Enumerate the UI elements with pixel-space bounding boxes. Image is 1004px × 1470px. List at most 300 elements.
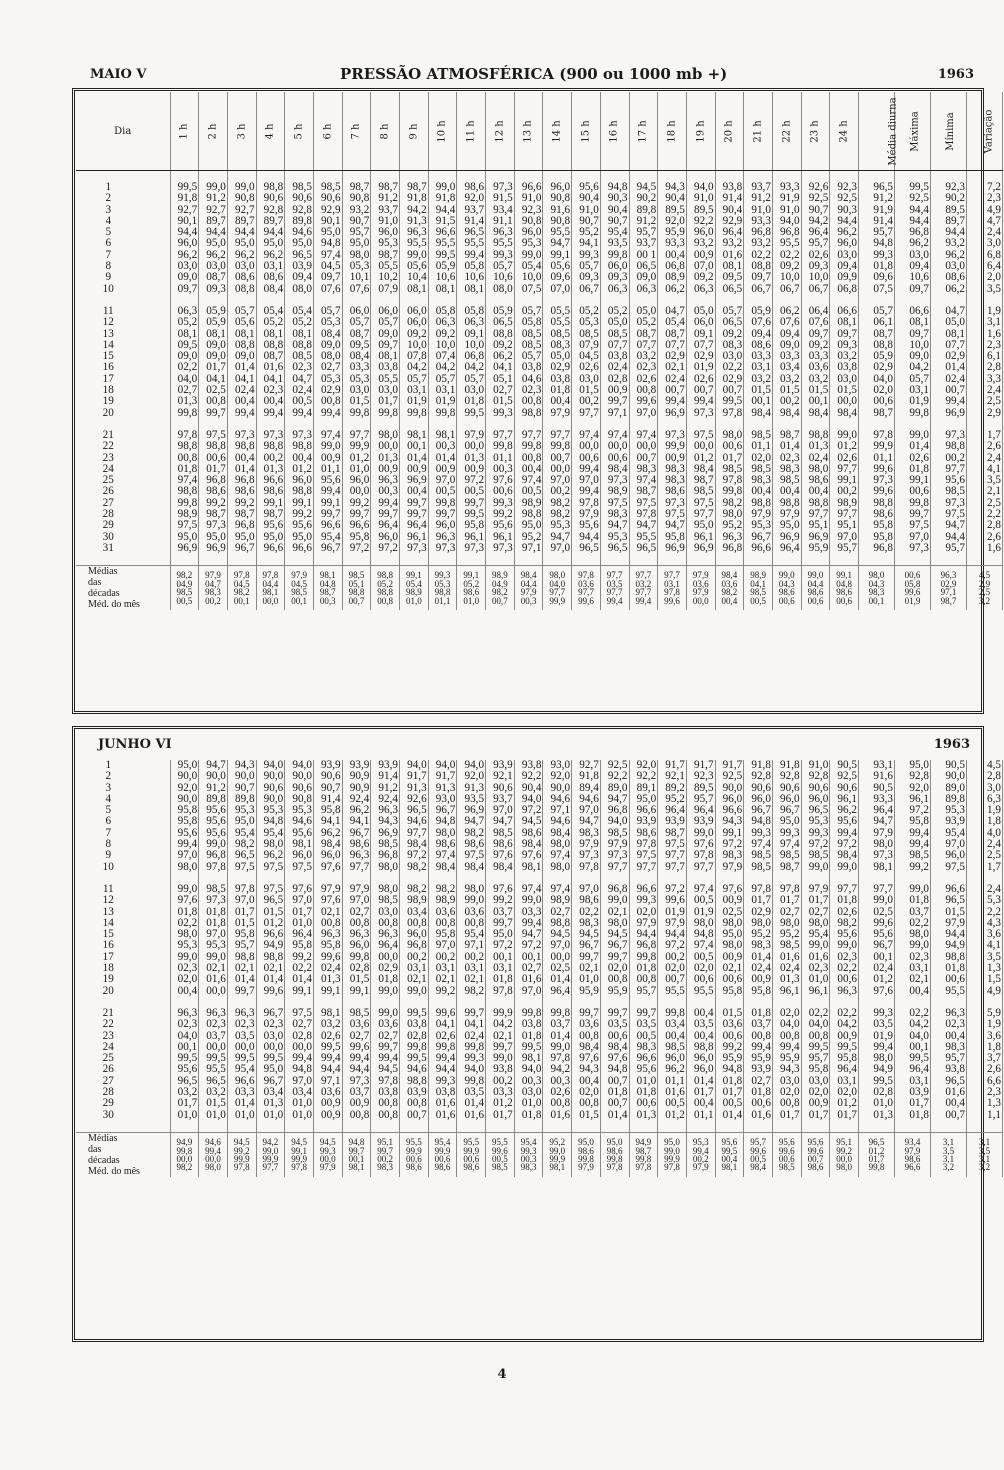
day-cell: 31 — [76, 543, 170, 554]
value-cell: 90,0 — [285, 771, 314, 782]
value-cell: 96,0 — [686, 1053, 715, 1064]
value-cell: 95,3 — [199, 940, 228, 951]
table-row — [76, 1031, 1003, 1042]
value-cell: 02,0 — [170, 974, 199, 985]
value-cell: 92,9 — [715, 216, 744, 227]
value-cell: 93,5 — [600, 238, 629, 249]
value-cell: 02,7 — [772, 907, 801, 918]
value-cell: 00,4 — [170, 986, 199, 997]
value-cell: 96,3 — [371, 805, 400, 816]
value-cell: 91,0 — [801, 760, 830, 771]
summary-cell: 98,5 05,1 98,8 00,7 — [342, 566, 371, 611]
value-cell: 95,2 — [715, 520, 744, 531]
table-row — [76, 430, 1003, 441]
summary-cell: 98,8 05,2 98,8 00,8 — [371, 566, 400, 611]
value-cell: 00,9 — [801, 1098, 830, 1109]
value-cell: 01,0 — [285, 918, 314, 929]
value-cell: 99,7 — [486, 918, 515, 929]
value-cell: 00,8 — [629, 974, 658, 985]
value-cell: 93,7 — [744, 182, 773, 193]
value-cell: 03,6 — [801, 362, 830, 373]
value-cell: 08,4 — [342, 351, 371, 362]
value-cell: 07,6 — [772, 317, 801, 328]
value-cell: 01,6 — [658, 1087, 687, 1098]
value-cell: 01,8 — [600, 1087, 629, 1098]
value-cell: 98,8 — [170, 486, 199, 497]
value-cell: 00,0 — [543, 464, 572, 475]
value-cell: 98,1 — [313, 1008, 342, 1019]
value-cell: 09,4 — [744, 329, 773, 340]
value-cell: 92,0 — [658, 216, 687, 227]
value-cell: 1,8 — [967, 1042, 1003, 1053]
value-cell: 98,5 — [744, 464, 773, 475]
value-cell: 97,4 — [170, 475, 199, 486]
value-cell: 00,9 — [457, 464, 486, 475]
value-cell: 98,7 — [772, 862, 801, 873]
value-cell: 92,4 — [371, 794, 400, 805]
value-cell: 03,2 — [801, 374, 830, 385]
value-cell: 04,1 — [227, 374, 256, 385]
value-cell: 94,7 — [600, 520, 629, 531]
value-cell: 10,0 — [428, 340, 457, 351]
column-header — [514, 92, 543, 171]
value-cell: 01,5 — [801, 385, 830, 396]
value-cell: 96,0 — [371, 227, 400, 238]
value-cell: 04,0 — [895, 1031, 931, 1042]
day-cell: 15 — [76, 929, 170, 940]
value-cell: 09,1 — [457, 329, 486, 340]
value-cell: 04,1 — [256, 374, 285, 385]
value-cell: 94,8 — [600, 1064, 629, 1075]
value-cell: 94,0 — [600, 816, 629, 827]
value-cell: 97,8 — [486, 986, 515, 997]
value-cell: 99,3 — [486, 498, 515, 509]
value-cell: 96,5 — [859, 182, 895, 193]
value-cell: 96,8 — [859, 543, 895, 554]
value-cell: 02,2 — [895, 918, 931, 929]
value-cell: 96,0 — [342, 475, 371, 486]
value-cell: 02,1 — [199, 963, 228, 974]
value-cell: 96,2 — [227, 250, 256, 261]
value-cell: 00,6 — [486, 486, 515, 497]
value-cell: 00,6 — [744, 1098, 773, 1109]
value-cell: 98,6 — [572, 895, 601, 906]
value-cell: 98,6 — [859, 509, 895, 520]
value-cell: 00,8 — [514, 453, 543, 464]
value-cell: 96,5 — [457, 227, 486, 238]
value-cell: 99,6 — [256, 986, 285, 997]
value-cell: 97,0 — [629, 408, 658, 419]
value-cell: 08,7 — [342, 329, 371, 340]
value-cell: 97,6 — [514, 850, 543, 861]
value-cell: 97,8 — [629, 839, 658, 850]
value-cell: 08,8 — [227, 340, 256, 351]
table-row — [76, 261, 1003, 272]
value-cell: 99,2 — [715, 1042, 744, 1053]
value-cell: 06,7 — [744, 284, 773, 295]
value-cell: 2,6 — [967, 532, 1003, 543]
summary-cell: 95,5 99,9 00,6 98,6 — [457, 1132, 486, 1177]
value-cell: 96,7 — [256, 1076, 285, 1087]
value-cell: 95,2 — [744, 929, 773, 940]
value-cell: 99,8 — [342, 952, 371, 963]
value-cell: 89,0 — [600, 783, 629, 794]
value-cell: 02,9 — [744, 907, 773, 918]
summary-cell: 98,0 04,3 98,3 00,1 — [859, 566, 895, 611]
value-cell: 05,9 — [199, 317, 228, 328]
column-header — [686, 92, 715, 171]
value-cell: 09,7 — [170, 284, 199, 295]
value-cell: 91,7 — [428, 771, 457, 782]
value-cell: 96,4 — [543, 986, 572, 997]
value-cell: 98,8 — [931, 952, 967, 963]
value-cell: 96,3 — [313, 929, 342, 940]
value-cell: 01,6 — [543, 1110, 572, 1121]
value-cell: 97,8 — [227, 884, 256, 895]
value-cell: 03,0 — [931, 261, 967, 272]
table-row — [76, 1008, 1003, 1019]
value-cell: 94,4 — [830, 216, 859, 227]
day-cell: 12 — [76, 895, 170, 906]
value-cell: 95,8 — [859, 520, 895, 531]
value-cell: 98,5 — [895, 850, 931, 861]
day-cell: 3 — [76, 205, 170, 216]
value-cell: 99,3 — [457, 1053, 486, 1064]
day-cell: 8 — [76, 261, 170, 272]
value-cell: 01,3 — [629, 1110, 658, 1121]
day-cell: 5 — [76, 805, 170, 816]
value-cell: 93,3 — [744, 216, 773, 227]
value-cell: 91,6 — [859, 771, 895, 782]
value-cell: 00,8 — [371, 1098, 400, 1109]
value-cell: 09,2 — [428, 329, 457, 340]
value-cell: 6,6 — [967, 1076, 1003, 1087]
value-cell: 95,2 — [772, 929, 801, 940]
value-cell: 02,4 — [801, 453, 830, 464]
value-cell: 99,4 — [686, 396, 715, 407]
value-cell: 01,8 — [199, 907, 228, 918]
value-cell: 05,3 — [342, 261, 371, 272]
day-cell: 26 — [76, 1064, 170, 1075]
value-cell: 91,0 — [744, 205, 773, 216]
value-cell: 01,8 — [744, 1087, 773, 1098]
value-cell: 97,9 — [715, 862, 744, 873]
value-cell: 94,8 — [285, 1064, 314, 1075]
value-cell: 08,0 — [486, 284, 515, 295]
table-row — [76, 193, 1003, 204]
value-cell: 97,0 — [543, 475, 572, 486]
value-cell: 02,5 — [199, 385, 228, 396]
value-cell: 00,7 — [400, 1110, 429, 1121]
value-cell: 01,8 — [859, 261, 895, 272]
table-row — [76, 974, 1003, 985]
value-cell: 98,1 — [428, 430, 457, 441]
value-cell: 01,8 — [895, 1110, 931, 1121]
value-cell: 02,3 — [170, 963, 199, 974]
value-cell: 01,0 — [285, 1110, 314, 1121]
value-cell: 01,8 — [895, 464, 931, 475]
day-cell: 14 — [76, 340, 170, 351]
value-cell: 05,8 — [428, 306, 457, 317]
value-cell: 01,5 — [772, 385, 801, 396]
value-cell: 04,5 — [313, 261, 342, 272]
value-cell: 00,6 — [600, 1031, 629, 1042]
value-cell: 10,0 — [801, 272, 830, 283]
value-cell: 08,8 — [744, 261, 773, 272]
value-cell: 98,2 — [457, 828, 486, 839]
value-cell: 08,0 — [285, 284, 314, 295]
value-cell: 10,0 — [514, 272, 543, 283]
value-cell: 01,2 — [830, 1098, 859, 1109]
summary-label: Médias das décadas Méd. do mês — [76, 1132, 170, 1177]
value-cell: 99,3 — [572, 250, 601, 261]
column-header — [543, 92, 572, 171]
value-cell: 06,4 — [801, 306, 830, 317]
value-cell: 96,6 — [256, 475, 285, 486]
value-cell: 98,8 — [859, 498, 895, 509]
value-cell: 97,3 — [285, 430, 314, 441]
value-cell: 97,2 — [514, 805, 543, 816]
value-cell: 3,7 — [967, 1053, 1003, 1064]
value-cell: 99,7 — [313, 509, 342, 520]
summary-cell: 94,9 99,8 00,0 98,2 — [170, 1132, 199, 1177]
value-cell: 10,6 — [428, 272, 457, 283]
value-cell: 01,5 — [715, 1008, 744, 1019]
value-cell: 02,6 — [572, 362, 601, 373]
summary-cell: 97,9 04,5 98,5 00,1 — [285, 566, 314, 611]
summary-cell: 95,5 99,6 00,5 98,5 — [486, 1132, 515, 1177]
value-cell: 02,8 — [285, 1031, 314, 1042]
value-cell: 99,7 — [428, 509, 457, 520]
table-row — [76, 205, 1003, 216]
value-cell: 03,0 — [772, 1076, 801, 1087]
value-cell: 98,2 — [400, 862, 429, 873]
value-cell: 09,5 — [170, 340, 199, 351]
value-cell: 01,8 — [514, 1110, 543, 1121]
value-cell: 99,4 — [313, 486, 342, 497]
value-cell: 09,0 — [227, 351, 256, 362]
value-cell: 98,2 — [830, 918, 859, 929]
value-cell: 05,0 — [600, 317, 629, 328]
value-cell: 96,0 — [686, 1064, 715, 1075]
day-cell: 28 — [76, 509, 170, 520]
value-cell: 95,8 — [342, 532, 371, 543]
table-row — [76, 794, 1003, 805]
value-cell: 91,4 — [715, 193, 744, 204]
value-cell: 96,6 — [715, 805, 744, 816]
value-cell: 91,4 — [313, 794, 342, 805]
value-cell: 3,1 — [967, 317, 1003, 328]
value-cell: 09,3 — [801, 261, 830, 272]
value-cell: 06,0 — [400, 317, 429, 328]
summary-cell: 98,4 03,6 98,2 00,4 — [715, 566, 744, 611]
value-cell: 95,8 — [715, 986, 744, 997]
value-cell: 97,0 — [285, 1076, 314, 1087]
value-cell: 97,3 — [895, 543, 931, 554]
value-cell: 00,8 — [457, 918, 486, 929]
value-cell: 93,9 — [486, 760, 515, 771]
value-cell: 99,8 — [543, 1008, 572, 1019]
value-cell: 05,0 — [931, 317, 967, 328]
value-cell: 90,4 — [715, 205, 744, 216]
value-cell: 92,5 — [895, 193, 931, 204]
value-cell: 05,8 — [457, 306, 486, 317]
value-cell: 00,0 — [572, 441, 601, 452]
value-cell: 95,8 — [830, 1053, 859, 1064]
value-cell: 97,3 — [428, 543, 457, 554]
value-cell: 96,0 — [686, 227, 715, 238]
value-cell: 03,6 — [715, 1019, 744, 1030]
value-cell: 95,7 — [859, 227, 895, 238]
value-cell: 94,7 — [658, 520, 687, 531]
column-header-label: 22 h — [781, 119, 793, 143]
day-cell: 7 — [76, 250, 170, 261]
table-row — [76, 907, 1003, 918]
value-cell: 01,5 — [830, 385, 859, 396]
value-cell: 2,9 — [967, 408, 1003, 419]
value-cell: 98,0 — [170, 929, 199, 940]
column-header-label: 4 h — [264, 123, 276, 139]
value-cell: 89,8 — [227, 794, 256, 805]
value-cell: 89,5 — [686, 205, 715, 216]
value-cell: 97,3 — [457, 543, 486, 554]
summary-cell: 96,5 01,2 01,7 99,8 — [859, 1132, 895, 1177]
value-cell: 1,3 — [967, 963, 1003, 974]
value-cell: 98,7 — [859, 408, 895, 419]
value-cell: 97,8 — [744, 884, 773, 895]
value-cell: 07,7 — [931, 340, 967, 351]
column-header — [744, 92, 773, 171]
value-cell: 05,8 — [514, 317, 543, 328]
value-cell: 90,6 — [486, 783, 515, 794]
value-cell: 02,4 — [600, 362, 629, 373]
value-cell: 95,0 — [227, 816, 256, 827]
value-cell: 97,3 — [600, 850, 629, 861]
value-cell: 03,0 — [830, 374, 859, 385]
value-cell: 92,0 — [170, 783, 199, 794]
value-cell: 03,5 — [600, 1019, 629, 1030]
value-cell: 03,5 — [227, 1031, 256, 1042]
table-row — [76, 441, 1003, 452]
value-cell: 05,5 — [371, 261, 400, 272]
value-cell: 97,7 — [658, 850, 687, 861]
value-cell: 98,7 — [371, 250, 400, 261]
value-cell: 00,4 — [227, 453, 256, 464]
value-cell: 94,3 — [371, 816, 400, 827]
column-header-label: 10 h — [437, 119, 449, 143]
value-cell: 01,7 — [830, 1110, 859, 1121]
value-cell: 90,4 — [658, 193, 687, 204]
value-cell: 92,5 — [715, 771, 744, 782]
value-cell: 99,3 — [772, 828, 801, 839]
value-cell: 00,8 — [772, 1031, 801, 1042]
value-cell: 96,8 — [600, 884, 629, 895]
value-cell: 01,9 — [686, 907, 715, 918]
value-cell: 00,8 — [600, 974, 629, 985]
value-cell: 04,2 — [830, 1019, 859, 1030]
value-cell: 04,2 — [457, 362, 486, 373]
day-cell: 22 — [76, 1019, 170, 1030]
day-cell: 15 — [76, 351, 170, 362]
value-cell: 01,3 — [457, 453, 486, 464]
value-cell: 01,5 — [572, 385, 601, 396]
value-cell: 96,2 — [658, 1064, 687, 1075]
value-cell: 96,3 — [371, 929, 400, 940]
value-cell: 00,7 — [600, 1098, 629, 1109]
value-cell: 02,7 — [313, 362, 342, 373]
value-cell: 2,0 — [967, 272, 1003, 283]
value-cell: 98,5 — [715, 464, 744, 475]
value-cell: 01,4 — [543, 974, 572, 985]
value-cell: 03,8 — [428, 1087, 457, 1098]
value-cell: 95,0 — [715, 929, 744, 940]
value-cell: 02,1 — [256, 963, 285, 974]
value-cell: 4,7 — [967, 216, 1003, 227]
value-cell: 97,7 — [830, 884, 859, 895]
value-cell: 00,6 — [830, 974, 859, 985]
column-header — [715, 92, 744, 171]
value-cell: 96,5 — [801, 805, 830, 816]
value-cell: 05,3 — [572, 317, 601, 328]
value-cell: 97,4 — [313, 250, 342, 261]
value-cell: 05,9 — [744, 306, 773, 317]
value-cell: 02,8 — [859, 1087, 895, 1098]
value-cell: 99,7 — [457, 1008, 486, 1019]
value-cell: 01,6 — [931, 1087, 967, 1098]
value-cell: 01,0 — [227, 1110, 256, 1121]
value-cell: 01,4 — [428, 453, 457, 464]
summary-cell: 3,1 3,5 3,1 3,2 — [967, 1132, 1003, 1177]
value-cell: 02,3 — [199, 1019, 228, 1030]
value-cell: 98,5 — [686, 486, 715, 497]
value-cell: 92,1 — [486, 771, 515, 782]
value-cell: 02,2 — [772, 250, 801, 261]
value-cell: 97,2 — [457, 475, 486, 486]
summary-cell: 95,7 99,6 00,5 98,4 — [744, 1132, 773, 1177]
value-cell: 96,5 — [629, 543, 658, 554]
value-cell: 01,3 — [371, 453, 400, 464]
value-cell: 06,5 — [715, 284, 744, 295]
value-cell: 01,2 — [830, 441, 859, 452]
value-cell: 98,0 — [457, 884, 486, 895]
value-cell: 96,1 — [400, 532, 429, 543]
value-cell: 08,4 — [313, 329, 342, 340]
value-cell: 91,7 — [658, 760, 687, 771]
value-cell: 92,3 — [514, 205, 543, 216]
value-cell: 89,1 — [629, 783, 658, 794]
summary-cell: 00,6 05,8 99,6 01,9 — [895, 566, 931, 611]
value-cell: 96,5 — [227, 850, 256, 861]
value-cell: 01,3 — [170, 396, 199, 407]
value-cell: 95,2 — [658, 794, 687, 805]
value-cell: 98,0 — [715, 430, 744, 441]
column-header — [76, 92, 170, 171]
value-cell: 09,6 — [543, 272, 572, 283]
value-cell: 03,3 — [342, 362, 371, 373]
value-cell: 94,7 — [543, 532, 572, 543]
value-cell: 01,4 — [686, 1076, 715, 1087]
value-cell: 98,0 — [715, 509, 744, 520]
value-cell: 99,0 — [895, 884, 931, 895]
value-cell: 96,4 — [772, 543, 801, 554]
value-cell: 99,2 — [285, 509, 314, 520]
summary-label: Médias das décadas Méd. do mês — [76, 566, 170, 611]
value-cell: 01,1 — [486, 453, 515, 464]
value-cell: 90,9 — [342, 771, 371, 782]
value-cell: 97,8 — [572, 498, 601, 509]
value-cell: 96,6 — [227, 1076, 256, 1087]
value-cell: 98,1 — [514, 862, 543, 873]
